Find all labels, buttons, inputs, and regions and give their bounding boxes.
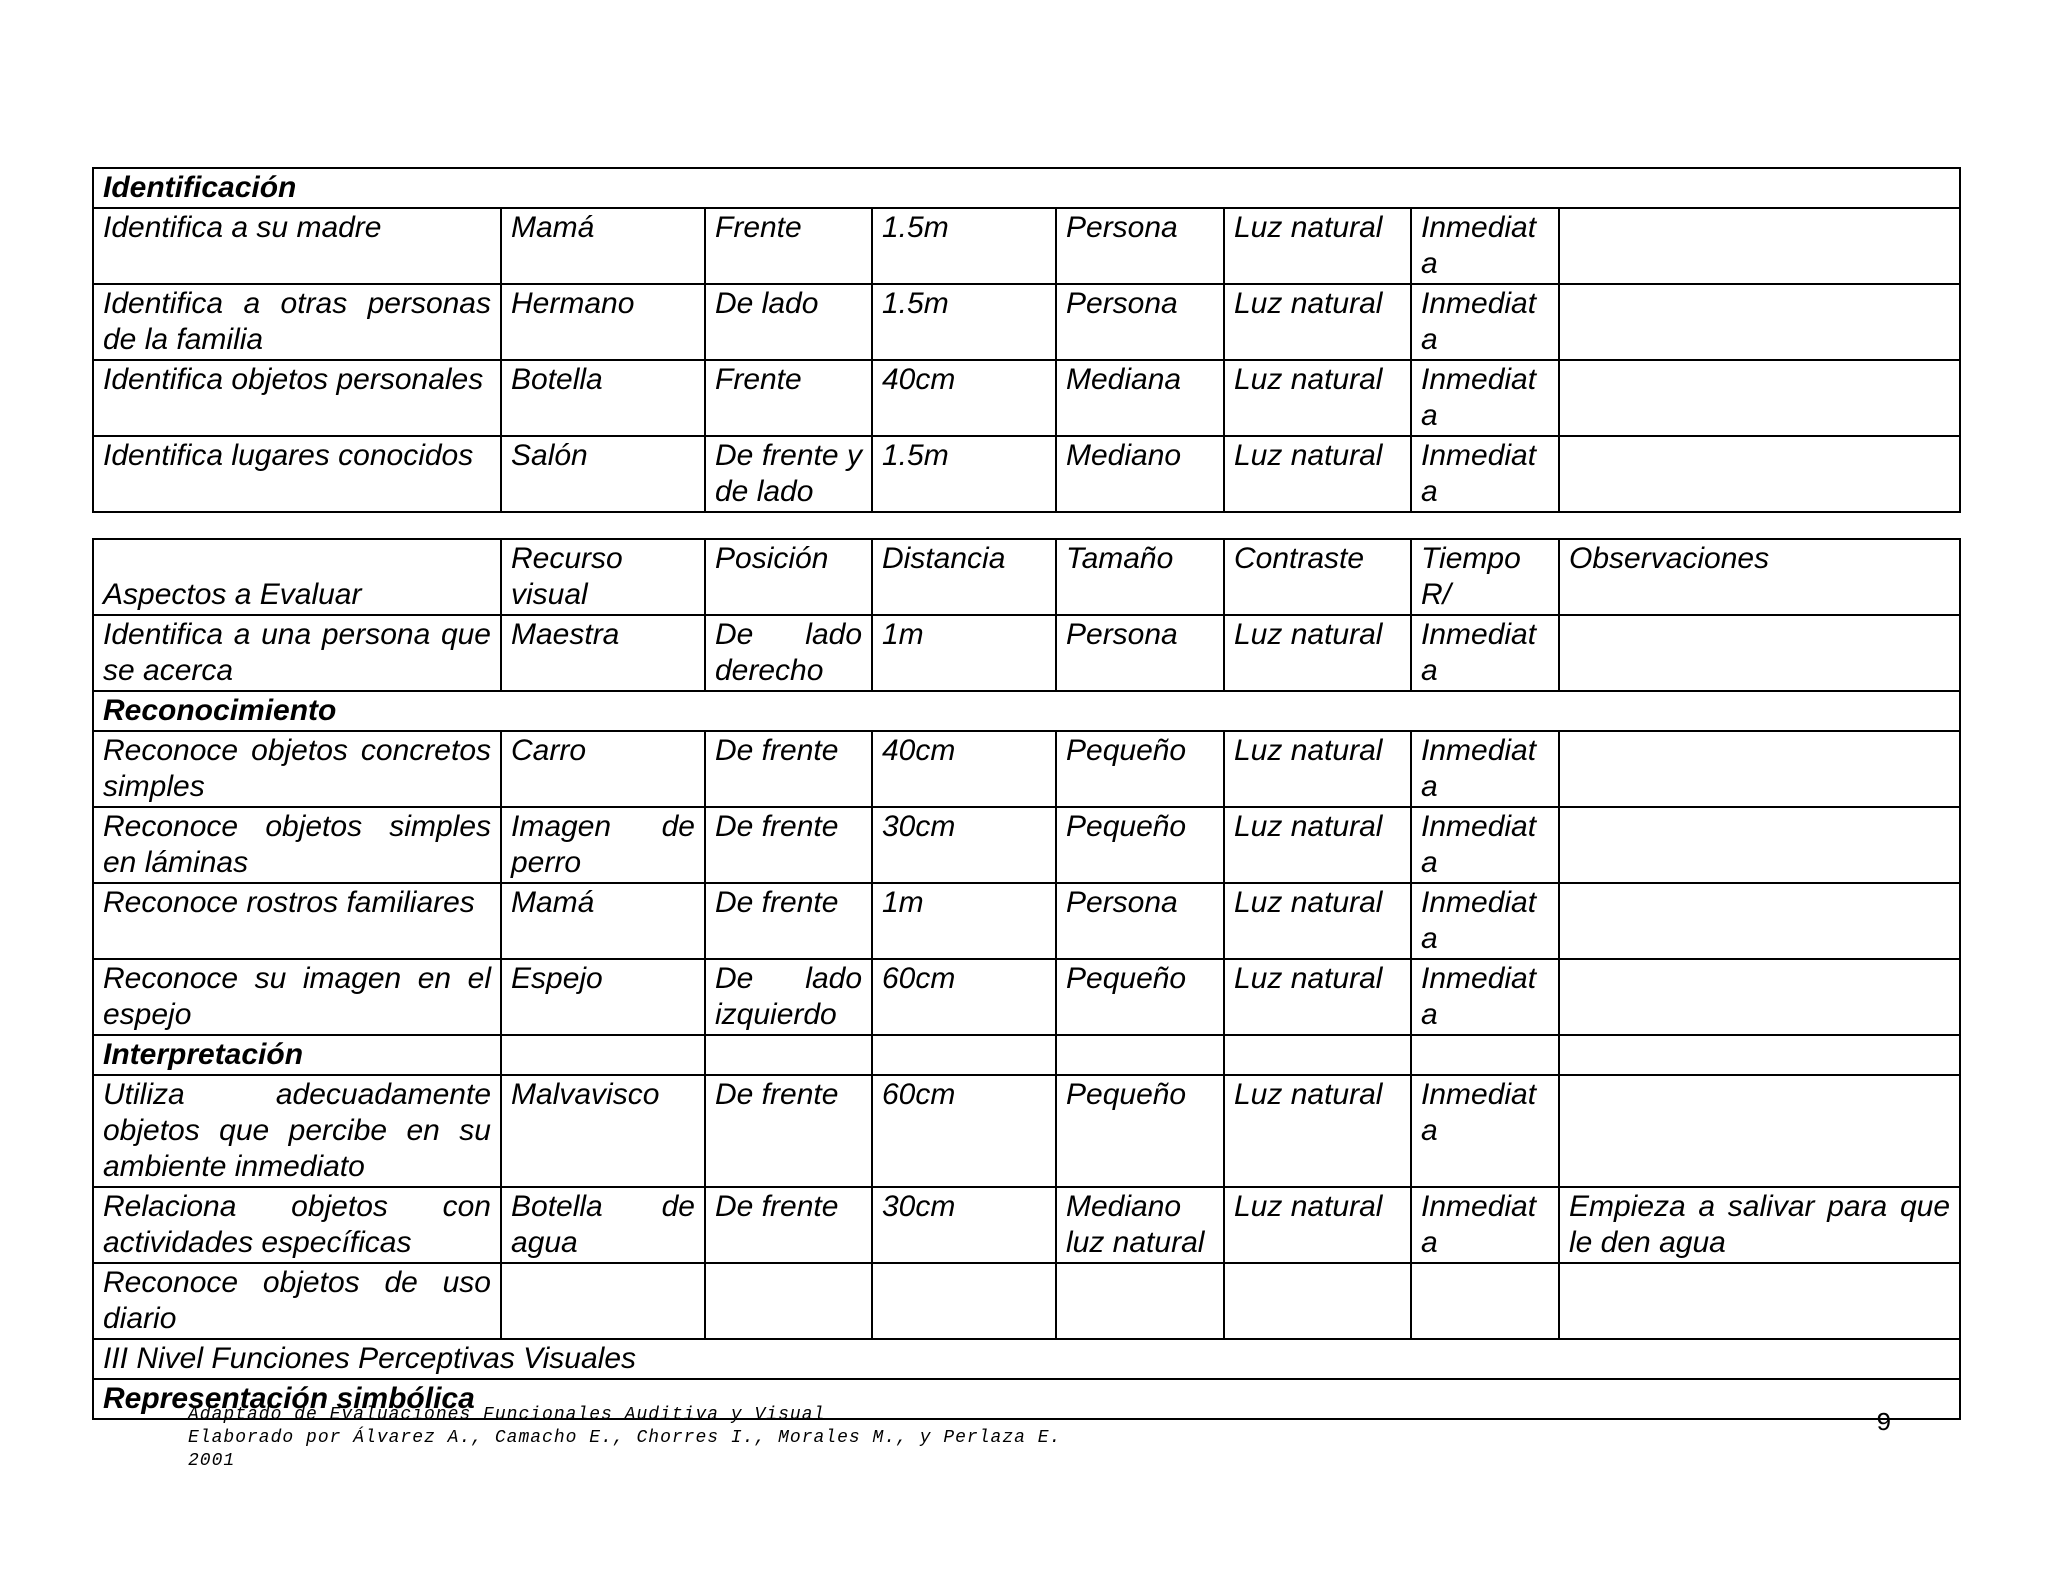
header-observations: Observaciones	[1559, 539, 1960, 615]
time-cell: Inmediat a	[1411, 731, 1559, 807]
size-cell: Mediano luz natural	[1056, 1187, 1224, 1263]
contrast-cell: Luz natural	[1224, 1187, 1411, 1263]
size-cell: Persona	[1056, 284, 1224, 360]
section-row-identificacion	[93, 168, 1960, 208]
position-cell: De frente	[705, 1187, 872, 1263]
empty-cell	[872, 1035, 1056, 1075]
observations-cell	[1559, 1263, 1960, 1339]
position-cell: De frente	[705, 731, 872, 807]
size-cell: Persona	[1056, 883, 1224, 959]
aspect-cell: Reconoce objetos simples en láminas	[93, 807, 501, 883]
aspect-cell: Reconoce su imagen en el espejo	[93, 959, 501, 1035]
size-cell: Pequeño	[1056, 959, 1224, 1035]
observations-cell	[1559, 436, 1960, 512]
contrast-cell: Luz natural	[1224, 360, 1411, 436]
level-title: III Nivel Funciones Perceptivas Visuales	[93, 1339, 1960, 1379]
time-cell: Inmediat a	[1411, 959, 1559, 1035]
time-cell: Inmediat a	[1411, 1187, 1559, 1263]
section-title: Representación simbólica	[93, 1379, 1960, 1419]
resource-cell: Maestra	[501, 615, 705, 691]
footer-line: Elaborado por Álvarez A., Camacho E., Chorres I., Morales M., y Perlaza E.	[188, 1428, 1062, 1448]
position-cell: De frente	[705, 883, 872, 959]
resource-cell	[501, 1263, 705, 1339]
time-cell: Inmediat a	[1411, 883, 1559, 959]
size-cell: Mediana	[1056, 360, 1224, 436]
position-cell: De frente y de lado	[705, 436, 872, 512]
position-cell: Frente	[705, 208, 872, 284]
table-row	[93, 360, 1960, 436]
table-row	[93, 883, 1960, 959]
aspect-cell: Identifica a otras personas de la familia	[93, 284, 501, 360]
header-aspects: Aspectos a Evaluar	[93, 539, 501, 615]
distance-cell: 1.5m	[872, 284, 1056, 360]
observations-cell	[1559, 731, 1960, 807]
observations-cell	[1559, 284, 1960, 360]
size-cell: Pequeño	[1056, 731, 1224, 807]
section-row-reconocimiento	[93, 691, 1960, 731]
contrast-cell: Luz natural	[1224, 208, 1411, 284]
table-row	[93, 208, 1960, 284]
empty-cell	[1224, 1035, 1411, 1075]
section-title: Identificación	[93, 168, 1960, 208]
distance-cell: 40cm	[872, 731, 1056, 807]
evaluation-table-main	[92, 538, 1961, 1420]
level-row	[93, 1339, 1960, 1379]
size-cell: Persona	[1056, 615, 1224, 691]
resource-cell: Botella de agua	[501, 1187, 705, 1263]
aspect-cell: Relaciona objetos con actividades específicas	[93, 1187, 501, 1263]
distance-cell: 30cm	[872, 807, 1056, 883]
aspect-cell: Identifica a su madre	[93, 208, 501, 284]
footer-line: Adaptado de Evaluaciones Funcionales Auditiva y Visual	[188, 1405, 826, 1425]
section-title: Reconocimiento	[93, 691, 1960, 731]
contrast-cell	[1224, 1263, 1411, 1339]
table-row	[93, 807, 1960, 883]
distance-cell: 30cm	[872, 1187, 1056, 1263]
observations-cell: Empieza a salivar para que le den agua	[1559, 1187, 1960, 1263]
table-row	[93, 731, 1960, 807]
aspect-cell: Identifica objetos personales	[93, 360, 501, 436]
page-number: 9	[1876, 1408, 1892, 1438]
observations-cell	[1559, 208, 1960, 284]
contrast-cell: Luz natural	[1224, 1075, 1411, 1187]
position-cell: De lado izquierdo	[705, 959, 872, 1035]
section-row-interpretacion	[93, 1035, 1960, 1075]
resource-cell: Botella	[501, 360, 705, 436]
aspect-cell: Reconoce objetos concretos simples	[93, 731, 501, 807]
footer-line: 2001	[188, 1451, 236, 1471]
position-cell: De frente	[705, 807, 872, 883]
time-cell: Inmediat a	[1411, 1075, 1559, 1187]
resource-cell: Carro	[501, 731, 705, 807]
table-row	[93, 284, 1960, 360]
distance-cell: 60cm	[872, 1075, 1056, 1187]
aspect-cell: Reconoce rostros familiares	[93, 883, 501, 959]
distance-cell: 1m	[872, 883, 1056, 959]
header-time: Tiempo R/	[1411, 539, 1559, 615]
resource-cell: Salón	[501, 436, 705, 512]
contrast-cell: Luz natural	[1224, 436, 1411, 512]
contrast-cell: Luz natural	[1224, 284, 1411, 360]
distance-cell: 60cm	[872, 959, 1056, 1035]
header-resource: Recurso visual	[501, 539, 705, 615]
resource-cell: Malvavisco	[501, 1075, 705, 1187]
contrast-cell: Luz natural	[1224, 959, 1411, 1035]
time-cell: Inmediat a	[1411, 360, 1559, 436]
aspect-cell: Identifica a una persona que se acerca	[93, 615, 501, 691]
aspect-cell: Identifica lugares conocidos	[93, 436, 501, 512]
contrast-cell: Luz natural	[1224, 883, 1411, 959]
table-row	[93, 1263, 1960, 1339]
table-row	[93, 1187, 1960, 1263]
distance-cell: 1m	[872, 615, 1056, 691]
section-title: Interpretación	[93, 1035, 501, 1075]
empty-cell	[705, 1035, 872, 1075]
table-row	[93, 1075, 1960, 1187]
header-distance: Distancia	[872, 539, 1056, 615]
observations-cell	[1559, 360, 1960, 436]
resource-cell: Mamá	[501, 883, 705, 959]
aspect-cell: Utiliza adecuadamente objetos que percibe en su ambiente inmediato	[93, 1075, 501, 1187]
resource-cell: Imagen de perro	[501, 807, 705, 883]
time-cell: Inmediat a	[1411, 436, 1559, 512]
empty-cell	[1411, 1035, 1559, 1075]
position-cell: Frente	[705, 360, 872, 436]
observations-cell	[1559, 807, 1960, 883]
observations-cell	[1559, 883, 1960, 959]
contrast-cell: Luz natural	[1224, 615, 1411, 691]
header-size: Tamaño	[1056, 539, 1224, 615]
size-cell: Pequeño	[1056, 1075, 1224, 1187]
aspect-cell: Reconoce objetos de uso diario	[93, 1263, 501, 1339]
position-cell	[705, 1263, 872, 1339]
time-cell: Inmediat a	[1411, 208, 1559, 284]
size-cell	[1056, 1263, 1224, 1339]
header-row	[93, 539, 1960, 615]
header-contrast: Contraste	[1224, 539, 1411, 615]
position-cell: De lado	[705, 284, 872, 360]
observations-cell	[1559, 1075, 1960, 1187]
table-row	[93, 615, 1960, 691]
position-cell: De frente	[705, 1075, 872, 1187]
table-row	[93, 959, 1960, 1035]
time-cell: Inmediat a	[1411, 807, 1559, 883]
evaluation-table-identificacion	[92, 167, 1961, 513]
contrast-cell: Luz natural	[1224, 731, 1411, 807]
distance-cell	[872, 1263, 1056, 1339]
header-position: Posición	[705, 539, 872, 615]
resource-cell: Hermano	[501, 284, 705, 360]
observations-cell	[1559, 615, 1960, 691]
empty-cell	[501, 1035, 705, 1075]
size-cell: Pequeño	[1056, 807, 1224, 883]
observations-cell	[1559, 959, 1960, 1035]
time-cell: Inmediat a	[1411, 284, 1559, 360]
time-cell: Inmediat a	[1411, 615, 1559, 691]
empty-cell	[1559, 1035, 1960, 1075]
distance-cell: 1.5m	[872, 436, 1056, 512]
time-cell	[1411, 1263, 1559, 1339]
contrast-cell: Luz natural	[1224, 807, 1411, 883]
footer-credits	[188, 1404, 1061, 1473]
resource-cell: Espejo	[501, 959, 705, 1035]
table-row	[93, 436, 1960, 512]
size-cell: Mediano	[1056, 436, 1224, 512]
resource-cell: Mamá	[501, 208, 705, 284]
distance-cell: 1.5m	[872, 208, 1056, 284]
size-cell: Persona	[1056, 208, 1224, 284]
empty-cell	[1056, 1035, 1224, 1075]
position-cell: De lado derecho	[705, 615, 872, 691]
distance-cell: 40cm	[872, 360, 1056, 436]
